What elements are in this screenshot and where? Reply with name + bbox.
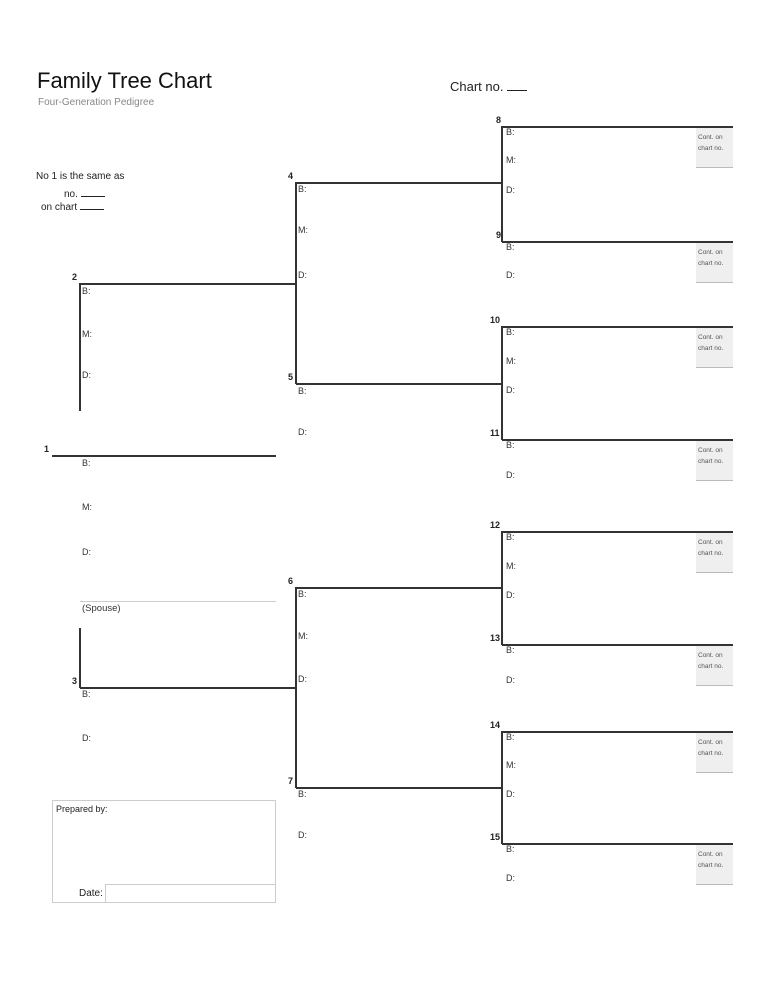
cont-chart-label: chart no. xyxy=(698,862,724,869)
person-7-field-b[interactable]: B: xyxy=(298,789,307,799)
page-subtitle: Four-Generation Pedigree xyxy=(38,97,155,108)
person-6-field-d[interactable]: D: xyxy=(298,674,307,684)
person-1-number: 1 xyxy=(44,444,50,454)
cont-chart-label: Cont. on xyxy=(698,249,723,256)
connector-line-8 xyxy=(501,731,503,844)
cont-chart-label: chart no. xyxy=(698,750,724,757)
connector-line-5 xyxy=(501,126,503,242)
cont-chart-label: chart no. xyxy=(698,345,724,352)
connector-line-3 xyxy=(295,182,297,384)
person-12-number: 12 xyxy=(490,520,501,530)
person-10-field-m[interactable]: M: xyxy=(506,356,516,366)
same-as-chart-label: on chart xyxy=(41,202,78,213)
person-5-field-b[interactable]: B: xyxy=(298,386,307,396)
cont-chart-label: Cont. on xyxy=(698,447,723,454)
person-12-field-b[interactable]: B: xyxy=(506,532,515,542)
person-4-field-m[interactable]: M: xyxy=(298,225,308,235)
person-10-cont-chart-box[interactable] xyxy=(696,328,733,368)
person-7-number: 7 xyxy=(288,776,294,786)
person-2-line[interactable] xyxy=(80,283,296,285)
connector-line-7 xyxy=(501,531,503,645)
person-11-number: 11 xyxy=(490,428,500,438)
person-6-line[interactable] xyxy=(296,587,502,589)
person-9-field-d[interactable]: D: xyxy=(506,270,515,280)
person-11-field-b[interactable]: B: xyxy=(506,440,515,450)
person-14-field-d[interactable]: D: xyxy=(506,789,515,799)
connector-line-6 xyxy=(501,326,503,440)
cont-chart-label: Cont. on xyxy=(698,739,723,746)
person-8-cont-chart-box[interactable] xyxy=(696,128,733,168)
person-4-line[interactable] xyxy=(296,182,502,184)
person-8-field-b[interactable]: B: xyxy=(506,127,515,137)
person-12-field-m[interactable]: M: xyxy=(506,561,516,571)
chart-number xyxy=(450,79,527,94)
person-15-number: 15 xyxy=(490,832,501,842)
connector-line-2 xyxy=(79,628,81,688)
person-1-line[interactable] xyxy=(52,455,276,457)
chart-number-label: Chart no. xyxy=(450,79,504,94)
person-5-number: 5 xyxy=(288,372,294,382)
cont-chart-label: chart no. xyxy=(698,663,724,670)
person-13-cont-chart-box[interactable] xyxy=(696,646,733,686)
person-3-number: 3 xyxy=(72,676,78,686)
person-6-field-m[interactable]: M: xyxy=(298,631,308,641)
person-9-number: 9 xyxy=(496,230,502,240)
same-as-chart xyxy=(41,199,104,213)
cont-chart-label: chart no. xyxy=(698,260,724,267)
person-14-number: 14 xyxy=(490,720,501,730)
person-2-field-m[interactable]: M: xyxy=(82,329,92,339)
cont-chart-label: Cont. on xyxy=(698,334,723,341)
same-as-chart-field[interactable] xyxy=(80,199,104,210)
cont-chart-label: Cont. on xyxy=(698,134,723,141)
person-5-field-d[interactable]: D: xyxy=(298,427,307,437)
connector-line-4 xyxy=(295,587,297,788)
chart-number-field[interactable] xyxy=(507,80,527,91)
cont-chart-label: chart no. xyxy=(698,145,724,152)
person-1-field-b[interactable]: B: xyxy=(82,458,91,468)
person-8-number: 8 xyxy=(496,115,502,125)
connector-line-1 xyxy=(79,283,81,411)
person-2-field-b[interactable]: B: xyxy=(82,286,91,296)
cont-chart-label: Cont. on xyxy=(698,652,723,659)
person-9-cont-chart-box[interactable] xyxy=(696,243,733,283)
person-4-field-d[interactable]: D: xyxy=(298,270,307,280)
person-13-number: 13 xyxy=(490,633,501,643)
person-9-field-b[interactable]: B: xyxy=(506,242,515,252)
person-14-cont-chart-box[interactable] xyxy=(696,733,733,773)
person-5-line[interactable] xyxy=(296,383,502,385)
person-6-number: 6 xyxy=(288,576,294,586)
person-13-field-d[interactable]: D: xyxy=(506,675,515,685)
date-label: Date: xyxy=(79,888,103,899)
person-3-line[interactable] xyxy=(80,687,296,689)
person-13-field-b[interactable]: B: xyxy=(506,645,515,655)
person-1-field-d[interactable]: D: xyxy=(82,547,91,557)
person-7-line[interactable] xyxy=(296,787,502,789)
person-12-field-d[interactable]: D: xyxy=(506,590,515,600)
person-15-cont-chart-box[interactable] xyxy=(696,845,733,885)
person-10-field-d[interactable]: D: xyxy=(506,385,515,395)
person-1-field-m[interactable]: M: xyxy=(82,502,92,512)
cont-chart-label: Cont. on xyxy=(698,539,723,546)
person-4-number: 4 xyxy=(288,171,294,181)
same-as-no-label: no. xyxy=(64,189,78,200)
date-field[interactable] xyxy=(105,884,276,903)
person-14-field-m[interactable]: M: xyxy=(506,760,516,770)
person-10-number: 10 xyxy=(490,315,501,325)
person-15-field-b[interactable]: B: xyxy=(506,844,515,854)
same-as-no xyxy=(64,186,105,200)
person-6-field-b[interactable]: B: xyxy=(298,589,307,599)
person-4-field-b[interactable]: B: xyxy=(298,184,307,194)
person-3-field-b[interactable]: B: xyxy=(82,689,91,699)
prepared-by-label: Prepared by: xyxy=(56,804,108,814)
person-7-field-d[interactable]: D: xyxy=(298,830,307,840)
spouse-label: (Spouse) xyxy=(82,603,121,614)
person-11-field-d[interactable]: D: xyxy=(506,470,515,480)
person-12-cont-chart-box[interactable] xyxy=(696,533,733,573)
person-10-field-b[interactable]: B: xyxy=(506,327,515,337)
same-as-text: No 1 is the same as xyxy=(36,171,125,182)
page-title: Family Tree Chart xyxy=(37,68,212,93)
same-as-no-field[interactable] xyxy=(81,186,105,197)
person-15-field-d[interactable]: D: xyxy=(506,873,515,883)
person-14-field-b[interactable]: B: xyxy=(506,732,515,742)
person-8-field-m[interactable]: M: xyxy=(506,155,516,165)
spouse-line[interactable] xyxy=(80,601,276,602)
person-8-field-d[interactable]: D: xyxy=(506,185,515,195)
person-11-cont-chart-box[interactable] xyxy=(696,441,733,481)
cont-chart-label: chart no. xyxy=(698,458,724,465)
person-2-number: 2 xyxy=(72,272,78,282)
person-2-field-d[interactable]: D: xyxy=(82,370,91,380)
person-3-field-d[interactable]: D: xyxy=(82,733,91,743)
cont-chart-label: chart no. xyxy=(698,550,724,557)
cont-chart-label: Cont. on xyxy=(698,851,723,858)
